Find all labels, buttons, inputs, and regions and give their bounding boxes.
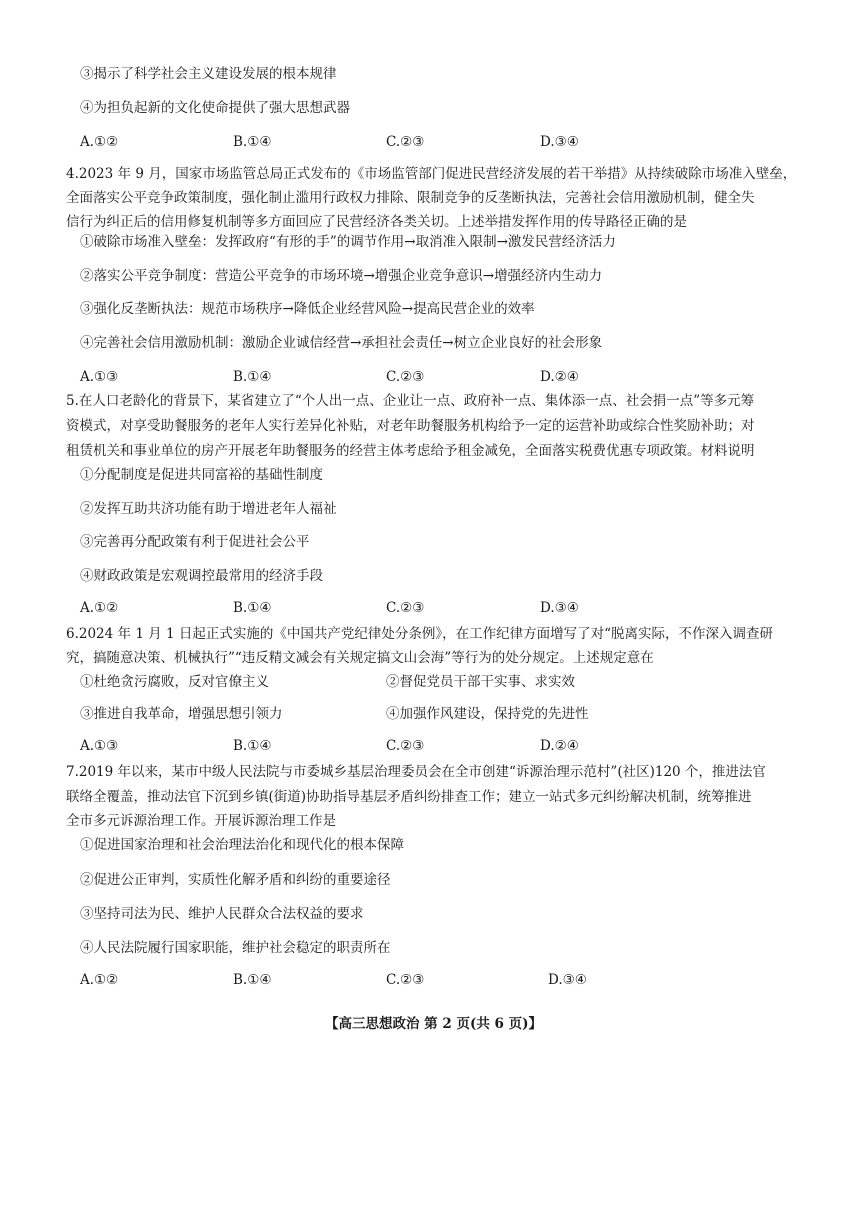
q5-option-4: ④财政政策是宏观调控最常用的经济手段 [80,568,323,584]
q6-choice-d[interactable]: D.②④ [540,738,579,754]
q3-option-3: ③揭示了科学社会主义建设发展的根本规律 [80,66,337,82]
q3-choice-b[interactable]: B.①④ [233,134,272,150]
q4-choice-b[interactable]: B.①④ [233,369,272,385]
q7-stem-line-2: 联络全覆盖，推动法官下沉到乡镇(街道)协助指导基层矛盾纠纷排查工作；建立一站式多元纠纷解决机制，统筹推进 [66,789,752,805]
q6-option-2: ②督促党员干部干实事、求实效 [386,674,575,690]
q3-answer-choices [80,132,800,152]
q6-choice-b[interactable]: B.①④ [233,738,272,754]
q5-answer-choices [80,598,800,618]
q5-option-1: ①分配制度是促进共同富裕的基础性制度 [80,467,323,483]
q7-option-3: ③坚持司法为民、维护人民群众合法权益的要求 [80,906,364,922]
q5-choice-c[interactable]: C.②③ [386,600,425,616]
q5-stem-line-3: 租赁机关和事业单位的房产开展老年助餐服务的经营主体考虑给予租金减免，全面落实税费优惠专项政策。材料说明 [66,443,755,459]
q4-option-2: ②落实公平竞争制度：营造公平竞争的市场环境→增强企业竞争意识→增强经济内生动力 [80,268,603,284]
q6-option-4: ④加强作风建设，保持党的先进性 [386,706,589,722]
q3-choice-d[interactable]: D.③④ [540,134,579,150]
q7-choice-b[interactable]: B.①④ [233,972,272,988]
q4-option-3: ③强化反垄断执法：规范市场秩序→降低企业经营风险→提高民营企业的效率 [80,301,535,317]
q3-choice-a[interactable]: A.①② [80,134,119,150]
q5-stem-line-2: 资模式，对享受助餐服务的老年人实行差异化补贴，对老年助餐服务机构给予一定的运营补助或综合性奖励补助；对 [66,418,755,434]
q7-option-2: ②促进公正审判，实质性化解矛盾和纠纷的重要途径 [80,872,391,888]
q6-stem-line-2: 究，搞随意决策、机械执行”“违反精文减会有关规定搞文山会海”等行为的处分规定。上述规定意在 [66,650,654,666]
q6-choice-a[interactable]: A.①③ [80,738,119,754]
q5-option-3: ③完善再分配政策有利于促进社会公平 [80,534,310,550]
q4-answer-choices [80,367,800,387]
q7-option-4: ④人民法院履行国家职能，维护社会稳定的职责所在 [80,940,391,956]
q5-option-2: ②发挥互助共济功能有助于增进老年人福祉 [80,501,337,517]
q3-choice-c[interactable]: C.②③ [386,134,425,150]
q5-choice-d[interactable]: D.③④ [540,600,579,616]
q6-option-1: ①杜绝贪污腐败，反对官僚主义 [80,674,269,690]
q6-answer-choices [80,736,800,756]
q5-choice-b[interactable]: B.①④ [233,600,272,616]
q3-option-4: ④为担负起新的文化使命提供了强大思想武器 [80,100,350,116]
q4-choice-c[interactable]: C.②③ [386,369,425,385]
q4-choice-a[interactable]: A.①③ [80,369,119,385]
q4-option-1: ①破除市场准入壁垒：发挥政府“有形的手”的调节作用→取消准入限制→激发民营经济活力 [80,234,616,250]
q4-choice-d[interactable]: D.②④ [540,369,579,385]
q7-answer-choices [80,970,800,990]
q7-option-1: ①促进国家治理和社会治理法治化和现代化的根本保障 [80,837,404,853]
q5-choice-a[interactable]: A.①② [80,600,119,616]
q4-option-4: ④完善社会信用激励机制：激励企业诚信经营→承担社会责任→树立企业良好的社会形象 [80,335,603,351]
q7-choice-a[interactable]: A.①② [80,972,119,988]
q7-choice-c[interactable]: C.②③ [386,972,425,988]
q7-choice-d[interactable]: D.③④ [548,972,587,988]
q5-stem-line-1: 5.在人口老龄化的背景下，某省建立了“个人出一点、企业让一点、政府补一点、集体添一点、社会捐一点”等多元筹 [66,393,755,409]
page-footer: 【高三思想政治 第 2 页(共 6 页)】 [324,1016,543,1032]
q6-choice-c[interactable]: C.②③ [386,738,425,754]
q4-stem-line-3: 信行为纠正后的信用修复机制等多方面回应了民营经济各类关切。上述举措发挥作用的传导路径正确的是 [66,214,687,230]
q6-option-3: ③推进自我革命，增强思想引领力 [80,706,283,722]
q4-stem-line-1: 4.2023 年 9 月，国家市场监管总局正式发布的《市场监管部门促进民营经济发展的若干举措》从持续破除市场准入壁垒， [66,166,797,182]
q7-stem-line-3: 全市多元诉源治理工作。开展诉源治理工作是 [66,813,336,829]
q7-stem-line-1: 7.2019 年以来，某市中级人民法院与市委城乡基层治理委员会在全市创建“诉源治理示范村”(社区)120 个，推进法官 [66,764,766,780]
q4-stem-line-2: 全面落实公平竞争政策制度，强化制止滥用行政权力排除、限制竞争的反垄断执法，完善社会信用激励机制，健全失 [66,190,755,206]
q6-stem-line-1: 6.2024 年 1 月 1 日起正式实施的《中国共产党纪律处分条例》，在工作纪律方面增写了对“脱离实际，不作深入调查研 [66,626,774,642]
